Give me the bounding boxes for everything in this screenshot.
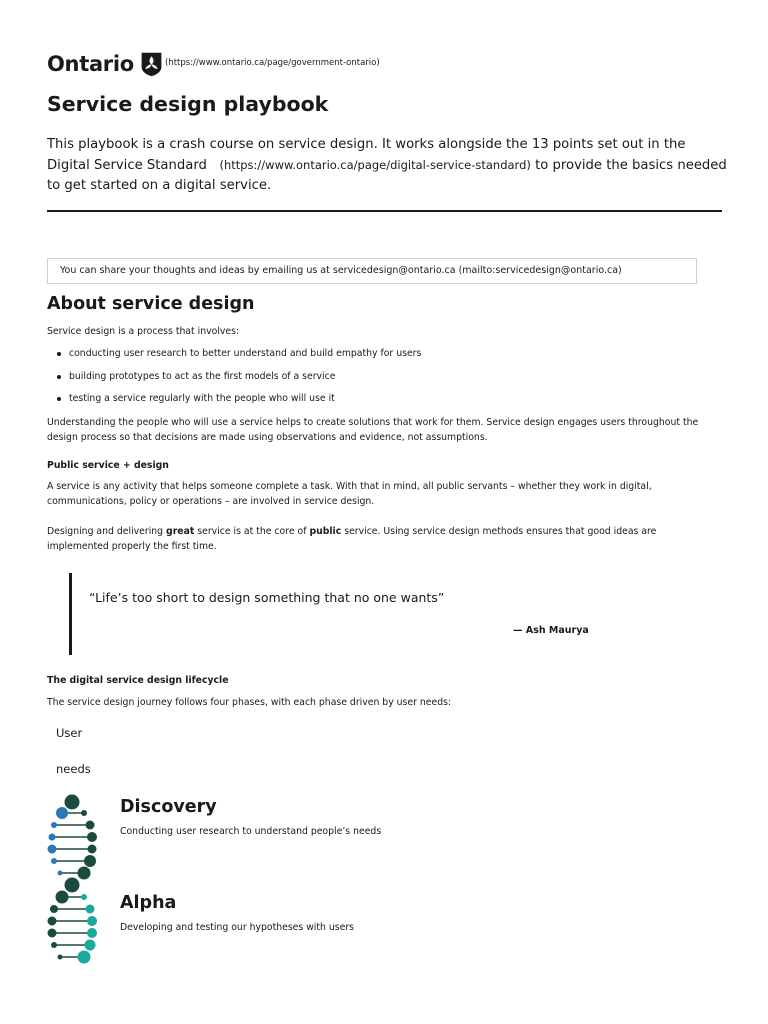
public-heading: Public service + design (47, 460, 169, 471)
process-list (47, 347, 421, 415)
list-item: building prototypes to act as the first models of a service (47, 370, 421, 393)
quote-text: “Life’s too short to design something that no one wants” (89, 590, 445, 605)
standard-link[interactable]: (https://www.ontario.ca/page/digital-service-standard) (219, 158, 531, 172)
phase-title-alpha: Alpha (120, 893, 177, 913)
needs-label: needs (56, 762, 91, 776)
quote-author: — Ash Maurya (513, 625, 589, 636)
phase-desc-alpha: Developing and testing our hypotheses with users (120, 922, 354, 933)
intro-paragraph (47, 135, 727, 196)
intro-text: This playbook is a crash course on service design. It works alongside the 13 points set out in the Digital Service Standard (47, 137, 686, 173)
about-heading: About service design (47, 294, 255, 314)
feedback-notice: You can share your thoughts and ideas by emailing us at servicedesign@ontario.ca (mailto:servicedesign@ontario.ca) (47, 258, 697, 284)
divider (47, 210, 722, 212)
about-lead: Service design is a process that involves: (47, 326, 240, 337)
lifecycle-heading: The digital service design lifecycle (47, 675, 229, 686)
emphasis-great: great (166, 526, 195, 537)
trillium-icon (138, 50, 165, 77)
list-item: testing a service regularly with the people who will use it (47, 392, 421, 415)
phase-title-discovery: Discovery (120, 797, 217, 817)
text: service is at the core of (194, 526, 310, 537)
logo-wordmark: Ontario (47, 51, 134, 76)
user-label: User (56, 726, 83, 740)
logo-url: (https://www.ontario.ca/page/government-ontario) (165, 58, 380, 68)
text: Designing and delivering (47, 526, 167, 537)
dna-helix-icon (40, 790, 104, 966)
phase-desc-discovery: Conducting user research to understand people’s needs (120, 826, 382, 837)
public-paragraph-2 (47, 525, 707, 554)
emphasis-public: public (309, 526, 342, 537)
text: service. Using service design methods ensures that good ideas are implemented properly the first time. (47, 526, 657, 552)
ontario-logo[interactable] (47, 50, 165, 77)
about-paragraph: Understanding the people who will use a service helps to create solutions that work for them. Service design engages users throughout the design process so that decisions are made using observations and evidence, not assumptions. (47, 417, 699, 443)
intro-text-end: to provide the basics needed to get started on a digital service. (47, 158, 727, 193)
lifecycle-lead: The service design journey follows four phases, with each phase driven by user needs: (47, 697, 452, 708)
page-title: Service design playbook (47, 92, 329, 116)
quote-bar (69, 573, 72, 655)
public-paragraph-1: A service is any activity that helps someone complete a task. With that in mind, all public servants – whether they work in digital, communications, policy or operations – are involved in service design. (47, 481, 652, 507)
list-item: conducting user research to better understand and build empathy for users (47, 347, 421, 370)
